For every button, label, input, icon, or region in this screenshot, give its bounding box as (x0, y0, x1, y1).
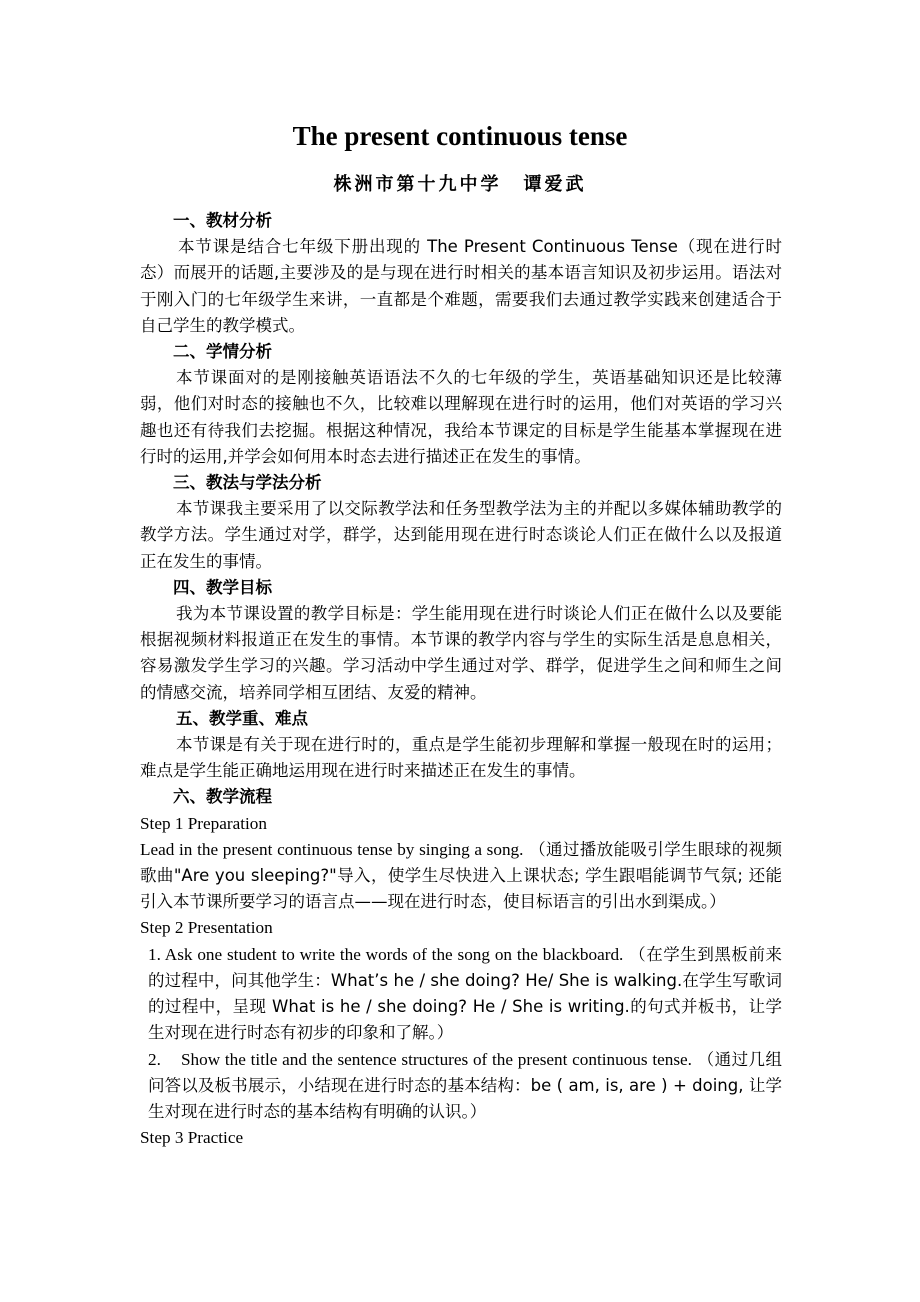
step-2-item-1 (140, 942, 782, 1047)
document-body (140, 208, 782, 1151)
step-2-item-2-cn: （通过几组问答以及板书展示，小结现在进行时态的基本结构：be ( am, is, are ) + doing, 让学生对现在进行时态的基本结构有明确的认识。） (148, 1049, 782, 1121)
step-2-item-2-number: 2. (148, 1049, 161, 1069)
step-1-title: Step 1 Preparation (140, 813, 267, 833)
document-title: The present continuous tense (292, 121, 628, 151)
step-3-title: Step 3 Practice (140, 1128, 244, 1148)
author-school: 株洲市第十九中学 (333, 174, 502, 195)
step-2-item-1-en: 1. Ask one student to write the words of the song on the blackboard. (148, 944, 624, 964)
step-1-body (140, 837, 782, 916)
step-2-item-2-en: Show the title and the sentence structures of the present continuous tense. (181, 1049, 692, 1069)
document-author-line (0, 170, 920, 200)
section-heading-2: 二、学情分析 (173, 342, 272, 362)
section-heading-4: 四、教学目标 (173, 577, 272, 597)
section-body-4: 我为本节课设置的教学目标是：学生能用现在进行时谈论人们正在做什么以及要能根据视频材料报道正在发生的事情。本节课的教学内容与学生的实际生活是息息相关，容易激发学生学习的兴趣。学习活动中学生通过对学、群学，促进学生之间和师生之间的情感交流，培养同学相互团结、友爱的精神。 (140, 604, 782, 702)
section-heading-3: 三、教法与学法分析 (173, 473, 322, 493)
section-body-2: 本节课面对的是刚接触英语语法不久的七年级的学生，英语基础知识还是比较薄弱，他们对时态的接触也不久，比较难以理解现在进行时的运用，他们对英语的学习兴趣也还有待我们去挖掘。根据这种情况，我给本节课定的目标是学生能基本掌握现在进行时的运用,并学会如何用本时态去进行描述正在发生的事情。 (140, 368, 782, 466)
section-body-1: 本节课是结合七年级下册出现的 The Present Continuous Tense（现在进行时态）而展开的话题,主要涉及的是与现在进行时相关的基本语言知识及初步运用。语法对于刚入门的七年级学生来讲，一直都是个难题，需要我们去通过教学实践来创建适合于自己学生的教学模式。 (140, 237, 782, 335)
section-body-5: 本节课是有关于现在进行时的，重点是学生能初步理解和掌握一般现在时的运用；难点是学生能正确地运用现在进行时来描述正在发生的事情。 (140, 735, 782, 781)
step-1-body-cn: （通过播放能吸引学生眼球的视频歌曲"Are you sleeping?"导入，使学生尽快进入上课状态; 学生跟唱能调节气氛; 还能引入本节课所要学习的语言点——现在进行时态，使目标语言的引出水到渠成。） (140, 839, 783, 912)
section-heading-1: 一、教材分析 (173, 211, 272, 230)
section-body-3: 本节课我主要采用了以交际教学法和任务型教学法为主的并配以多媒体辅助教学的教学方法。学生通过对学，群学，达到能用现在进行时态谈论人们正在做什么以及报道正在发生的事情。 (140, 499, 782, 571)
step-1-body-en: Lead in the present continuous tense by singing a song. (140, 839, 524, 859)
author-name: 谭爱武 (523, 174, 587, 195)
section-heading-6: 六、教学流程 (173, 787, 272, 807)
section-heading-5: 五、教学重、难点 (176, 708, 308, 728)
step-2-item-2 (140, 1047, 782, 1126)
step-2-item-1-cn: （在学生到黑板前来的过程中，问其他学生：What’s he / she doing? He/ She is walking.在学生写歌词的过程中，呈现 What is he / she doing? He / She is writing.的句式并板书，让学生对现在进行时态有初步的印象和了解。） (148, 944, 783, 1043)
step-2-title: Step 2 Presentation (140, 918, 273, 938)
